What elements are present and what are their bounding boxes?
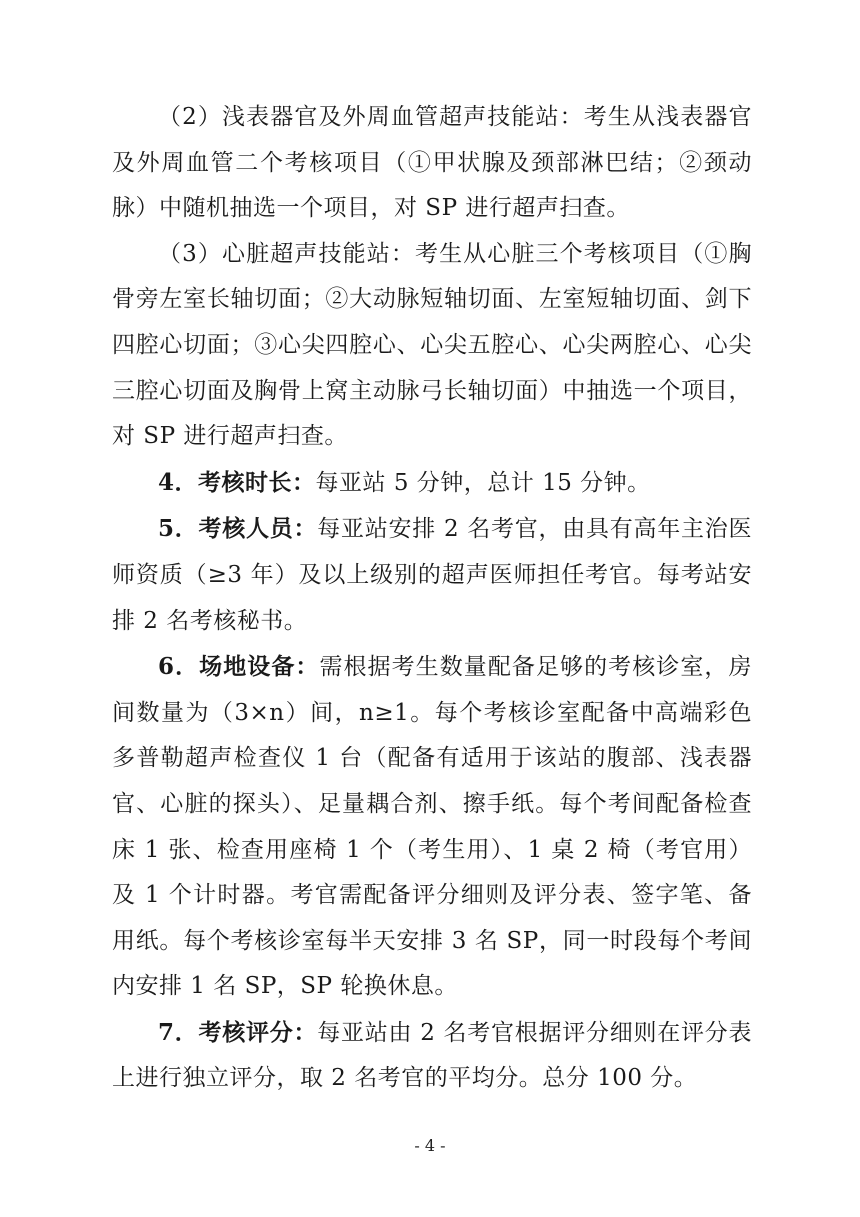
section-heading: 5．考核人员： [158,515,318,543]
section-heading: 4．考核时长： [158,468,316,496]
paragraph-text: 每亚站 5 分钟，总计 15 分钟。 [315,469,651,496]
page-number: - 4 - [414,1136,446,1155]
paragraph-text: （2）浅表器官及外周血管超声技能站：考生从浅表器官及外周血管二个考核项目（①甲状腺及颈部淋巴结；②颈动脉）中随机抽选一个项目，对 SP 进行超声扫查。 [112,104,752,222]
paragraph-venue-equipment [112,644,752,1010]
paragraph-text: 需根据考生数量配备足够的考核诊室，房间数量为（3×n）间，n≥1。每个考核诊室配备中高端彩色多普勒超声检查仪 1 台（配备有适用于该站的腹部、浅表器官、心脏的探头）、足量耦合剂、擦手纸。每个考间配备检查床 1 张、检查用座椅 1 个（考生用）、1 桌 2 椅（考官用）及 1 个计时器。考官需配备评分细则及评分表、签字笔、备用纸。每个考核诊室每半天安排 3 名 SP，同一时段每个考间内安排 1 名 SP，SP 轮换休息。 [112,654,752,1000]
paragraph-text: 每亚站安排 2 名考官，由具有高年主治医师资质（≥3 年）及以上级别的超声医师担任考官。每考站安排 2 名考核秘书。 [112,516,752,634]
paragraph-exam-staff [112,506,752,644]
paragraph-text: 每亚站由 2 名考官根据评分细则在评分表上进行独立评分，取 2 名考官的平均分。总分 100 分。 [112,1019,752,1092]
paragraph-exam-duration [112,460,752,507]
document-body [112,95,752,1102]
paragraph-cardiac-station [112,232,752,460]
paragraph-exam-scoring [112,1010,752,1102]
section-heading: 6．场地设备： [158,653,320,681]
paragraph-superficial-organs-station [112,95,752,232]
paragraph-text: （3）心脏超声技能站：考生从心脏三个考核项目（①胸骨旁左室长轴切面；②大动脉短轴切面、左室短轴切面、剑下四腔心切面；③心尖四腔心、心尖五腔心、心尖两腔心、心尖三腔心切面及胸骨上窝主动脉弓长轴切面）中抽选一个项目，对 SP 进行超声扫查。 [112,240,752,450]
section-heading: 7．考核评分： [158,1018,318,1046]
